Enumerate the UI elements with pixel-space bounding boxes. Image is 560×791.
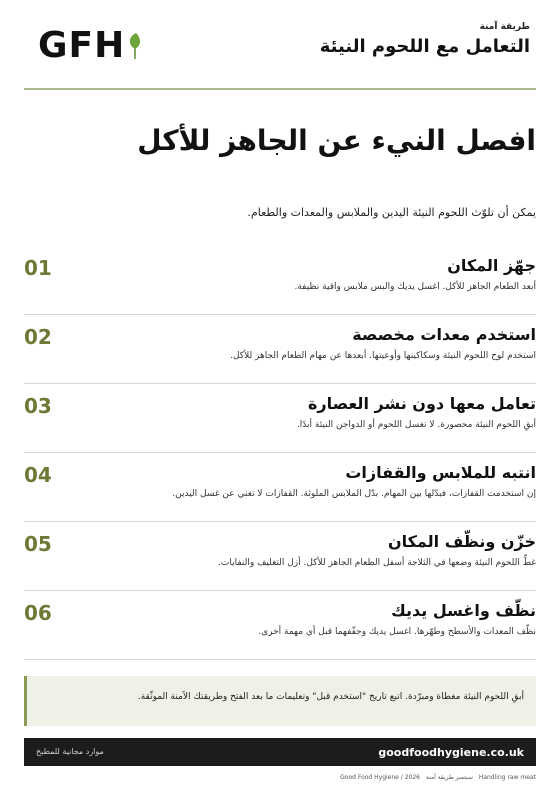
- step-item: [24, 453, 536, 522]
- step-number: 06: [24, 601, 52, 625]
- note-text: أبقِ اللحوم النيئة مغطاة ومبرّدة. اتبع تاريخ "استخدم قبل" وتعليمات ما بعد الفتح وطريقتك الآمنة الموثّقة.: [137, 692, 524, 702]
- step-description: استخدم لوح اللحوم النيئة وسكاكينها وأوعيتها. أبعدها عن مهام الطعام الجاهز للأكل.: [230, 351, 536, 361]
- step-description: إن استخدمت القفازات، فبدّلها بين المهام. بدّل الملابس الملوثة. القفازات لا تغني عن غسل اليدين.: [172, 489, 536, 499]
- step-number: 02: [24, 325, 52, 349]
- note-box: [24, 676, 536, 726]
- step-title: خزّن ونظّف المكان: [387, 532, 536, 551]
- step-item: [24, 384, 536, 453]
- meta-section: طريقة آمنة: [425, 774, 454, 781]
- step-description: غطِّ اللحوم النيئة وضعها في الثلاجة أسفل الطعام الجاهز للأكل. أزل التغليف والنفايات.: [218, 558, 536, 568]
- step-description: أبقِ اللحوم النيئة محصورة. لا تغسل اللحوم أو الدواجن النيئة أبدًا.: [296, 420, 536, 430]
- logo: [38, 25, 143, 66]
- header: [24, 18, 536, 90]
- page-title: افصل النيء عن الجاهز للأكل: [137, 124, 536, 157]
- leaf-icon: [127, 33, 143, 59]
- step-title: تعامل معها دون نشر العصارة: [307, 394, 536, 413]
- step-item: [24, 522, 536, 591]
- step-title: استخدم معدات مخصصة: [352, 325, 536, 344]
- step-number: 01: [24, 256, 52, 280]
- steps-list: [24, 246, 536, 660]
- step-item: [24, 246, 536, 315]
- step-number: 03: [24, 394, 52, 418]
- step-number: 05: [24, 532, 52, 556]
- header-divider: [24, 88, 536, 90]
- intro-text: يمكن أن تلوّث اللحوم النيئة اليدين والملابس والمعدات والطعام.: [247, 206, 536, 219]
- meta-brand: Good Food Hygiene / 2026 سبتمبر: [340, 774, 473, 781]
- page-meta: [336, 774, 536, 781]
- step-title: جهّز المكان: [447, 256, 536, 275]
- footer-url-link[interactable]: goodfoodhygiene.co.uk: [378, 746, 524, 759]
- step-description: أبعد الطعام الجاهز للأكل. اغسل يديك والبس ملابس واقية نظيفة.: [294, 282, 536, 292]
- header-kicker: طريقة آمنة: [479, 22, 530, 32]
- footer-bar: [24, 738, 536, 766]
- header-titles: [320, 22, 530, 57]
- step-item: [24, 315, 536, 384]
- step-item: [24, 591, 536, 660]
- header-title: التعامل مع اللحوم النيئة: [319, 36, 530, 57]
- step-title: انتبه للملابس والقفازات: [345, 463, 536, 482]
- step-description: نظّف المعدات والأسطح وطهّرها. اغسل يديك وجفّفهما قبل أي مهمة أخرى.: [258, 627, 536, 637]
- logo-text: GFH: [38, 25, 126, 66]
- meta-topic: Handling raw meat: [478, 774, 536, 781]
- step-title: نظّف واغسل يديك: [391, 601, 536, 620]
- step-number: 04: [24, 463, 52, 487]
- footer-tagline: موارد مجانية للمطبخ: [36, 747, 104, 756]
